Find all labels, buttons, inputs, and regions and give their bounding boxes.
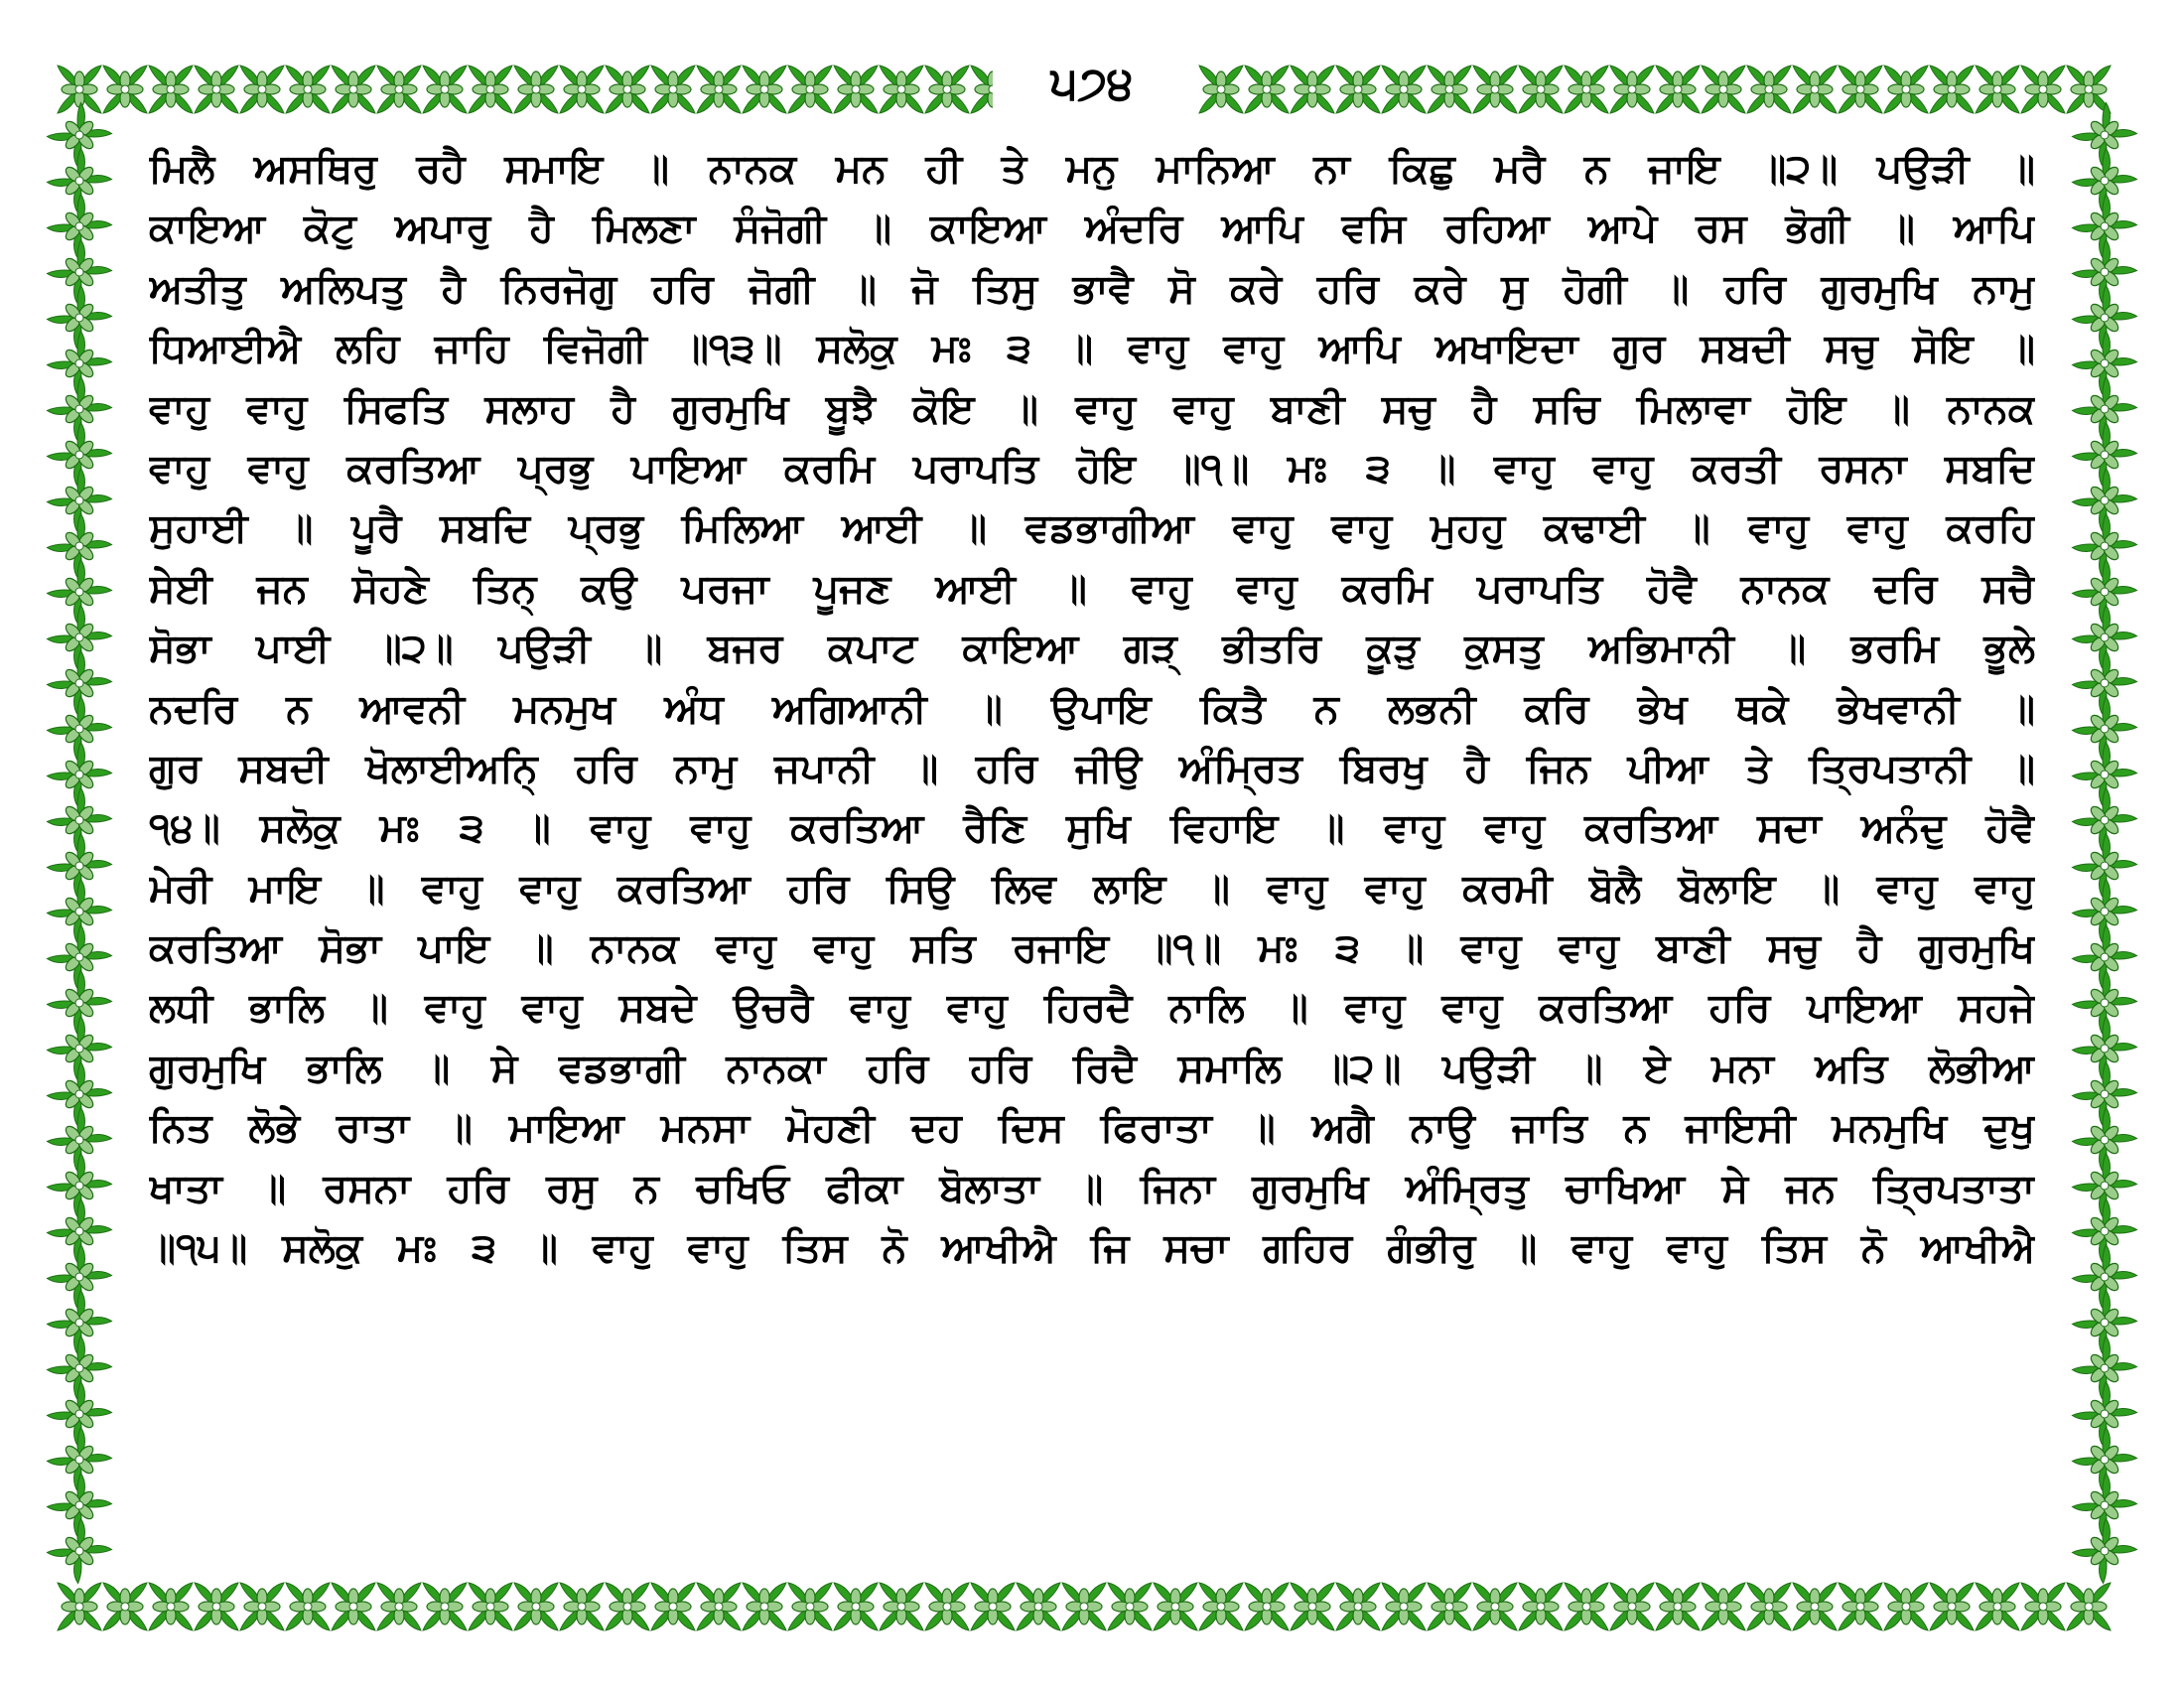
flower-icon [514, 1583, 558, 1630]
flower-icon [651, 66, 695, 113]
text-line: ਨਿਤ ਲੋਭੇ ਰਾਤਾ ॥ ਮਾਇਆ ਮਨਸਾ ਮੋਹਣੀ ਦਹ ਦਿਸ ਫਿਰਾਤਾ ॥ ਅਗੈ ਨਾਉ ਜਾਤਿ ਨ ਜਾਇਸੀ ਮਨਮੁਖਿ ਦੁਖੁ [149, 1105, 2035, 1152]
text-line: ਕਾਇਆ ਕੋਟੁ ਅਪਾਰੁ ਹੈ ਮਿਲਣਾ ਸੰਜੋਗੀ ॥ ਕਾਇਆ ਅੰਦਰਿ ਆਪਿ ਵਸਿ ਰਹਿਆ ਆਪੇ ਰਸ ਭੋਗੀ ॥ ਆਪਿ [149, 206, 2035, 252]
text-line: ਕਰਤਿਆ ਸੋਭਾ ਪਾਇ ॥ ਨਾਨਕ ਵਾਹੁ ਵਾਹੁ ਸਤਿ ਰਜਾਇ ॥੧॥ ਮਃ ੩ ॥ ਵਾਹੁ ਵਾਹੁ ਬਾਣੀ ਸਚੁ ਹੈ ਗੁਰਮੁਖਿ [149, 925, 2035, 972]
text-line: ਸੋਭਾ ਪਾਈ ॥੨॥ ਪਉੜੀ ॥ ਬਜਰ ਕਪਾਟ ਕਾਇਆ ਗੜ੍ ਭੀਤਰਿ ਕੂੜੁ ਕੁਸਤੁ ਅਭਿਮਾਨੀ ॥ ਭਰਮਿ ਭੂਲੇ [149, 626, 2035, 672]
flower-icon [743, 66, 786, 113]
flower-icon [697, 66, 741, 113]
text-line: ੧੪॥ ਸਲੋਕੁ ਮਃ ੩ ॥ ਵਾਹੁ ਵਾਹੁ ਕਰਤਿਆ ਰੈਣਿ ਸੁਖਿ ਵਿਹਾਇ ॥ ਵਾਹੁ ਵਾਹੁ ਕਰਤਿਆ ਸਦਾ ਅਨੰਦੁ ਹੋਵੈ [149, 805, 2035, 852]
flower-icon [880, 66, 923, 113]
text-line: ਸੇਈ ਜਨ ਸੋਹਣੇ ਤਿਨ੍ ਕਉ ਪਰਜਾ ਪੂਜਣ ਆਈ ॥ ਵਾਹੁ ਵਾਹੁ ਕਰਮਿ ਪਰਾਪਤਿ ਹੋਵੈ ਨਾਨਕ ਦਰਿ ਸਚੈ [149, 565, 2035, 612]
flower-icon [1793, 1583, 1837, 1630]
flower-icon [1336, 66, 1380, 113]
flower-icon [1245, 66, 1289, 113]
text-line: ਗੁਰ ਸਬਦੀ ਖੋਲਾਈਅਨਿ੍ ਹਰਿ ਨਾਮੁ ਜਪਾਨੀ ॥ ਹਰਿ ਜੀਉ ਅੰਮ੍ਰਿਤ ਬਿਰਖੁ ਹੈ ਜਿਨ ਪੀਆ ਤੇ ਤ੍ਰਿਪਤਾਨੀ ॥ [149, 745, 2035, 791]
flower-icon [1702, 66, 1745, 113]
flower-icon [1976, 66, 2019, 113]
flower-icon [1610, 1583, 1654, 1630]
text-line: ਸੁਹਾਈ ॥ ਪੂਰੈ ਸਬਦਿ ਪ੍ਰਭੁ ਮਿਲਿਆ ਆਈ ॥ ਵਡਭਾਗੀਆ ਵਾਹੁ ਵਾਹੁ ਮੁਹਹੁ ਕਢਾਈ ॥ ਵਾਹੁ ਵਾਹੁ ਕਰਹਿ [149, 505, 2035, 552]
text-line: ਗੁਰਮੁਖਿ ਭਾਲਿ ॥ ਸੇ ਵਡਭਾਗੀ ਨਾਨਕਾ ਹਰਿ ਹਰਿ ਰਿਦੈ ਸਮਾਲਿ ॥੨॥ ਪਉੜੀ ॥ ਏ ਮਨਾ ਅਤਿ ਲੋਭੀਆ [149, 1045, 2035, 1091]
text-line: ਲਧੀ ਭਾਲਿ ॥ ਵਾਹੁ ਵਾਹੁ ਸਬਦੇ ਉਚਰੈ ਵਾਹੁ ਵਾਹੁ ਹਿਰਦੈ ਨਾਲਿ ॥ ਵਾਹੁ ਵਾਹੁ ਕਰਤਿਆ ਹਰਿ ਪਾਇਆ ਸਹਜੇ [149, 985, 2035, 1032]
flower-icon [2072, 1518, 2136, 1583]
text-line: ਮਿਲੈ ਅਸਥਿਰੁ ਰਹੈ ਸਮਾਇ ॥ ਨਾਨਕ ਮਨ ਹੀ ਤੇ ਮਨੁ ਮਾਨਿਆ ਨਾ ਕਿਛੁ ਮਰੈ ਨ ਜਾਇ ॥੨॥ ਪਉੜੀ ॥ [149, 146, 2035, 192]
flower-icon [103, 1583, 147, 1630]
flower-icon [1884, 1583, 1928, 1630]
flower-icon [1793, 66, 1837, 113]
flower-icon [1245, 1583, 1289, 1630]
flower-icon [240, 1583, 284, 1630]
flower-icon [1382, 1583, 1426, 1630]
flower-icon [925, 66, 969, 113]
flower-icon [286, 1583, 330, 1630]
flower-icon [377, 1583, 421, 1630]
text-line: ਨਦਰਿ ਨ ਆਵਨੀ ਮਨਮੁਖ ਅੰਧ ਅਗਿਆਨੀ ॥ ਉਪਾਇ ਕਿਤੈ ਨ ਲਭਨੀ ਕਰਿ ਭੇਖ ਥਕੇ ਭੇਖਵਾਨੀ ॥ [149, 685, 2035, 732]
flower-icon [1428, 66, 1471, 113]
flower-icon [103, 66, 147, 113]
text-line: ॥੧੫॥ ਸਲੋਕੁ ਮਃ ੩ ॥ ਵਾਹੁ ਵਾਹੁ ਤਿਸ ਨੋ ਆਖੀਐ ਜਿ ਸਚਾ ਗਹਿਰ ਗੰਭੀਰੁ ॥ ਵਾਹੁ ਵਾਹੁ ਤਿਸ ਨੋ ਆਖੀਐ [149, 1225, 2035, 1272]
flower-icon [2021, 66, 2065, 113]
flower-icon [514, 66, 558, 113]
text-line: ਵਾਹੁ ਵਾਹੁ ਸਿਫਤਿ ਸਲਾਹ ਹੈ ਗੁਰਮੁਖਿ ਬੂਝੈ ਕੋਇ ॥ ਵਾਹੁ ਵਾਹੁ ਬਾਣੀ ਸਚੁ ਹੈ ਸਚਿ ਮਿਲਾਵਾ ਹੋਇ ॥ ਨਾਨਕ [149, 385, 2035, 432]
flower-icon [1930, 1583, 1974, 1630]
flower-icon [1199, 1583, 1243, 1630]
flower-icon [880, 1583, 923, 1630]
flower-icon [240, 66, 284, 113]
flower-icon [1565, 1583, 1608, 1630]
flower-icon [1565, 66, 1608, 113]
flower-icon [925, 1583, 969, 1630]
flower-icon [1062, 1583, 1106, 1630]
flower-icon [469, 66, 512, 113]
flower-icon [2067, 66, 2111, 113]
flower-icon [1473, 1583, 1517, 1630]
flower-icon [1884, 66, 1928, 113]
flower-icon [1108, 1583, 1152, 1630]
flower-icon [1839, 1583, 1882, 1630]
flower-icon [1519, 1583, 1563, 1630]
text-line: ਖਾਤਾ ॥ ਰਸਨਾ ਹਰਿ ਰਸੁ ਨ ਚਖਿਓ ਫੀਕਾ ਬੋਲਾਤਾ ॥ ਜਿਨਾ ਗੁਰਮੁਖਿ ਅੰਮ੍ਰਿਤੁ ਚਾਖਿਆ ਸੇ ਜਨ ਤ੍ਰਿਪਤਾਤਾ [149, 1165, 2035, 1211]
flower-icon [1473, 66, 1517, 113]
flower-icon [1291, 1583, 1334, 1630]
flower-icon [58, 1583, 101, 1630]
flower-icon [332, 1583, 375, 1630]
flower-icon [1154, 1583, 1197, 1630]
flower-icon [332, 66, 375, 113]
flower-icon [1747, 1583, 1791, 1630]
flower-icon [286, 66, 330, 113]
scripture-text [149, 139, 2035, 1549]
border-left [47, 102, 111, 1583]
flower-icon [1976, 1583, 2019, 1630]
flower-icon [377, 66, 421, 113]
flower-icon [1519, 66, 1563, 113]
flower-icon [606, 1583, 649, 1630]
flower-icon [1930, 66, 1974, 113]
flower-icon [2021, 1583, 2065, 1630]
flower-icon [423, 66, 467, 113]
border-right [2072, 102, 2136, 1583]
flower-icon [1017, 1583, 1060, 1630]
flower-icon [1656, 1583, 1700, 1630]
flower-icon [971, 1583, 1015, 1630]
flower-icon [1610, 66, 1654, 113]
flower-icon [1702, 1583, 1745, 1630]
flower-icon [834, 1583, 878, 1630]
flower-icon [1336, 1583, 1380, 1630]
flower-icon [1747, 66, 1791, 113]
text-line: ਵਾਹੁ ਵਾਹੁ ਕਰਤਿਆ ਪ੍ਰਭੁ ਪਾਇਆ ਕਰਮਿ ਪਰਾਪਤਿ ਹੋਇ ॥੧॥ ਮਃ ੩ ॥ ਵਾਹੁ ਵਾਹੁ ਕਰਤੀ ਰਸਨਾ ਸਬਦਿ [149, 445, 2035, 492]
flower-icon [834, 66, 878, 113]
flower-icon [1656, 66, 1700, 113]
flower-icon [47, 1518, 111, 1583]
flower-icon [1382, 66, 1426, 113]
text-line: ਧਿਆਈਐ ਲਹਿ ਜਾਹਿ ਵਿਜੋਗੀ ॥੧੩॥ ਸਲੋਕੁ ਮਃ ੩ ॥ ਵਾਹੁ ਵਾਹੁ ਆਪਿ ਅਖਾਇਦਾ ਗੁਰ ਸਬਦੀ ਸਚੁ ਸੋਇ ॥ [149, 326, 2035, 372]
flower-icon [606, 66, 649, 113]
flower-icon [195, 66, 238, 113]
flower-icon [697, 1583, 741, 1630]
flower-icon [469, 1583, 512, 1630]
flower-icon [1199, 66, 1243, 113]
text-line: ਅਤੀਤੁ ਅਲਿਪਤੁ ਹੈ ਨਿਰਜੋਗੁ ਹਰਿ ਜੋਗੀ ॥ ਜੋ ਤਿਸੁ ਭਾਵੈ ਸੋ ਕਰੇ ਹਰਿ ਕਰੇ ਸੁ ਹੋਗੀ ॥ ਹਰਿ ਗੁਰਮੁਖਿ ਨਾਮੁ [149, 265, 2035, 312]
flower-icon [560, 66, 604, 113]
flower-icon [1291, 66, 1334, 113]
flower-icon [1839, 66, 1882, 113]
flower-icon [788, 1583, 832, 1630]
flower-icon [560, 1583, 604, 1630]
flower-icon [651, 1583, 695, 1630]
flower-icon [1428, 1583, 1471, 1630]
text-line: ਮੇਰੀ ਮਾਇ ॥ ਵਾਹੁ ਵਾਹੁ ਕਰਤਿਆ ਹਰਿ ਸਿਉ ਲਿਵ ਲਾਇ ॥ ਵਾਹੁ ਵਾਹੁ ਕਰਮੀ ਬੋਲੈ ਬੋਲਾਇ ॥ ਵਾਹੁ ਵਾਹੁ [149, 865, 2035, 912]
flower-icon [2067, 1583, 2111, 1630]
page-number: ੫੭੪ [993, 48, 1191, 117]
flower-icon [149, 1583, 193, 1630]
border-bottom [58, 1583, 2111, 1630]
flower-icon [788, 66, 832, 113]
flower-icon [743, 1583, 786, 1630]
flower-icon [423, 1583, 467, 1630]
flower-icon [149, 66, 193, 113]
flower-icon [195, 1583, 238, 1630]
